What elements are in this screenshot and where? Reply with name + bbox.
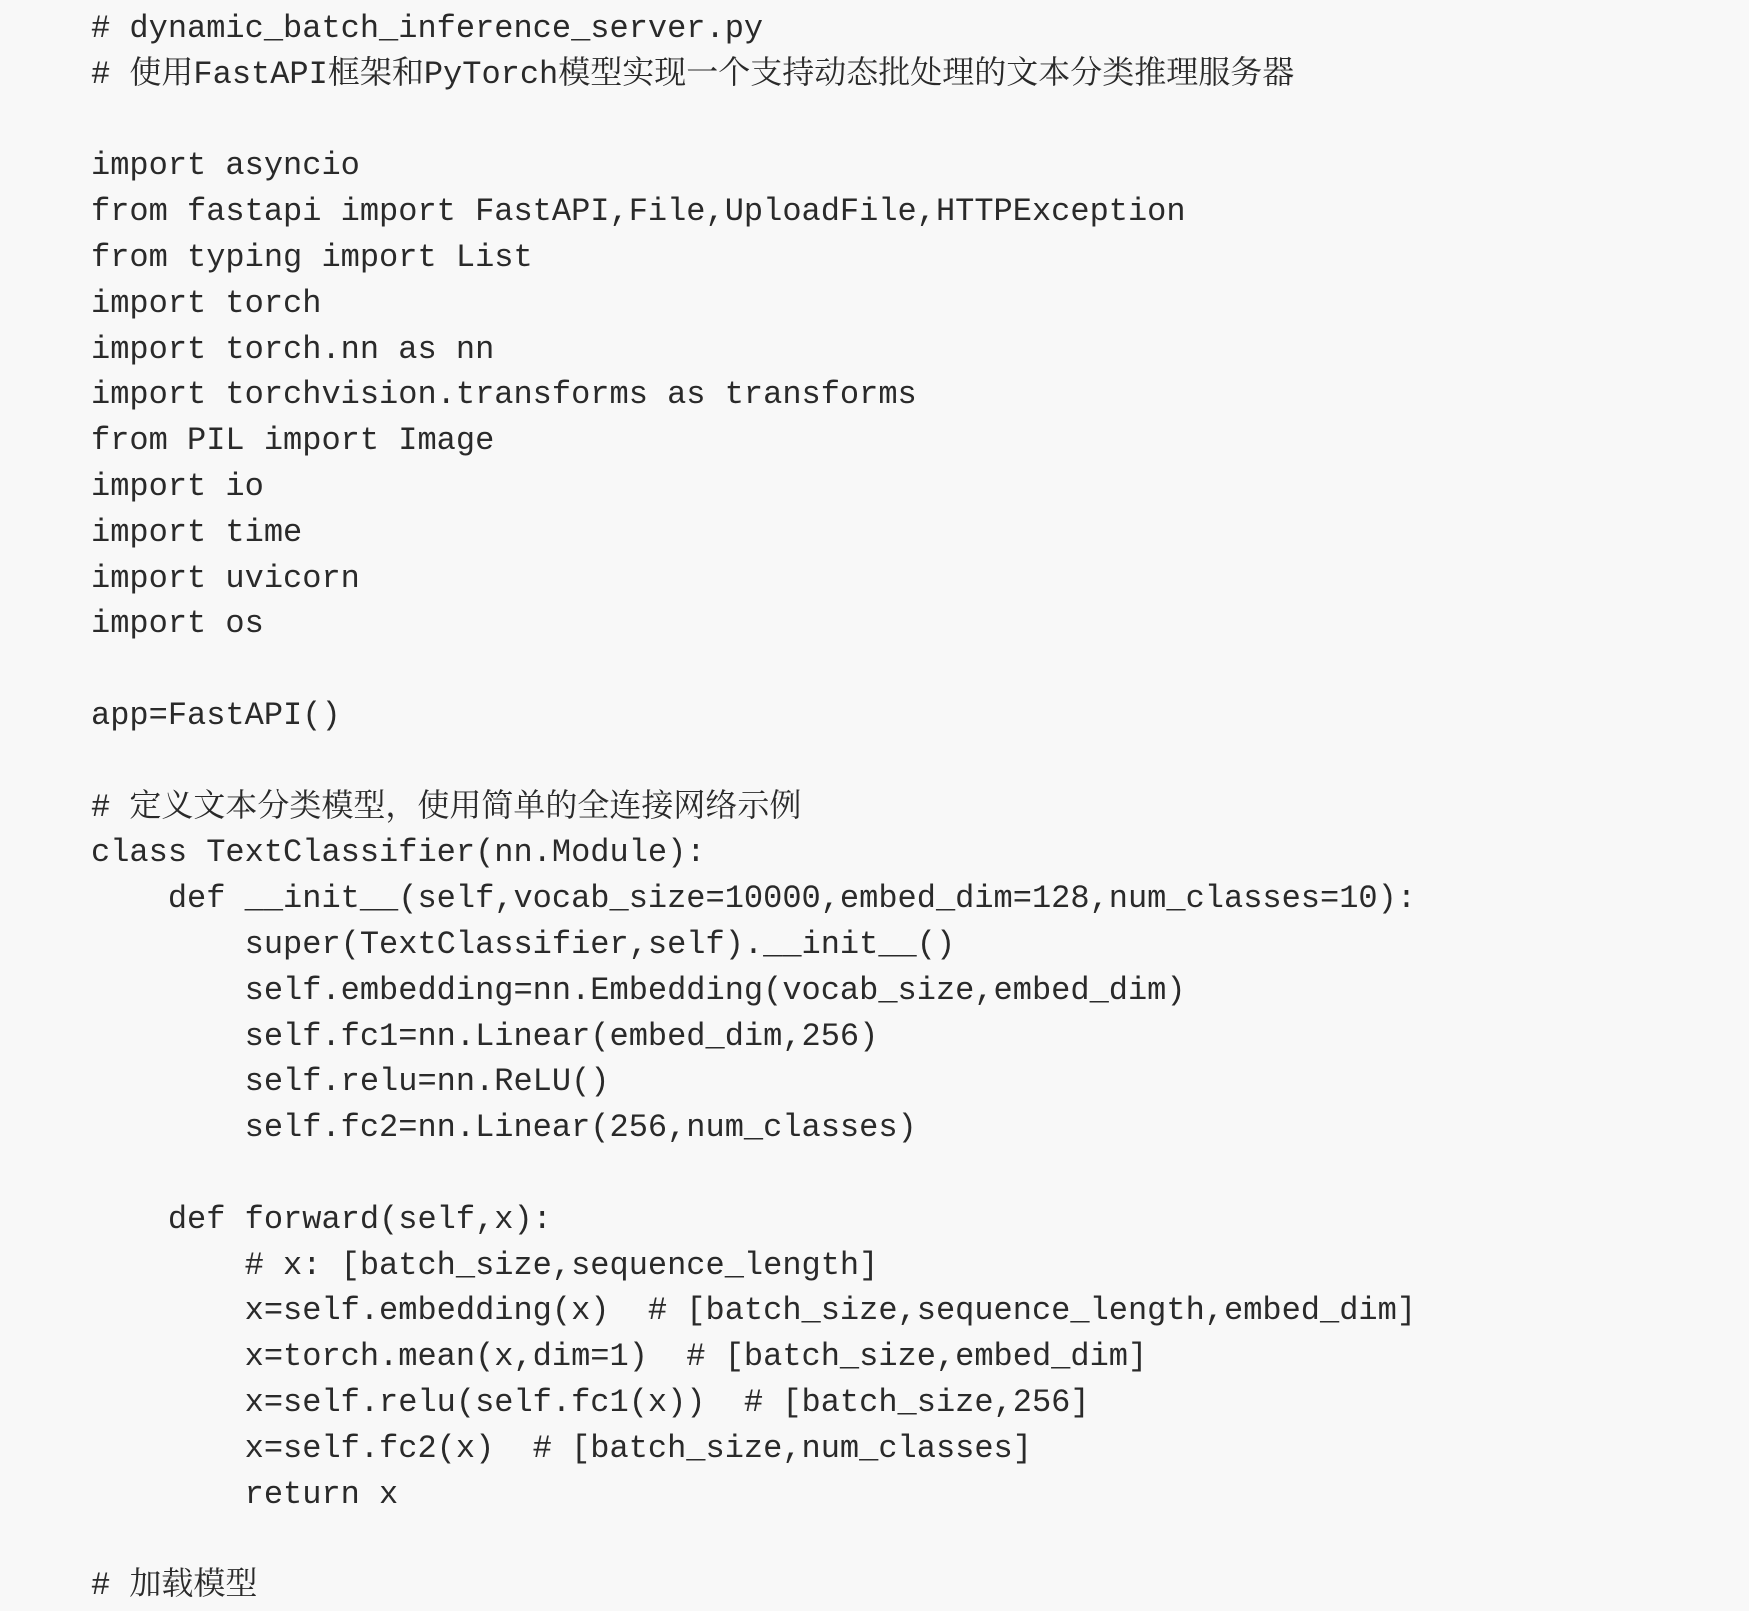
code-line-31: x=self.relu(self.fc1(x)) # [batch_size,256] (91, 1383, 1090, 1421)
code-line-21: super(TextClassifier,self).__init__() (91, 925, 956, 963)
code-line-26 (91, 1151, 1416, 1197)
code-line-2: # 使用FastAPI框架和PyTorch模型实现一个支持动态批处理的文本分类推理服务器 (91, 55, 1295, 93)
code-line-20: def __init__(self,vocab_size=10000,embed_dim=128,num_classes=10): (91, 880, 1417, 918)
code-line-11: import io (91, 467, 264, 505)
code-line-5: from fastapi import FastAPI,File,UploadFile,HTTPException (91, 193, 1186, 231)
code-line-15 (91, 647, 1416, 693)
code-line-30: x=torch.mean(x,dim=1) # [batch_size,embed_dim] (91, 1338, 1148, 1376)
code-line-7: import torch (91, 284, 322, 322)
code-line-6: from typing import List (91, 238, 533, 276)
code-line-35: # 加载模型 (91, 1567, 258, 1605)
code-line-3 (91, 98, 1416, 144)
code-line-9: import torchvision.transforms as transforms (91, 376, 917, 414)
code-line-23: self.fc1=nn.Linear(embed_dim,256) (91, 1017, 879, 1055)
code-line-17 (91, 739, 1416, 785)
code-line-28: # x: [batch_size,sequence_length] (91, 1246, 879, 1284)
code-block (91, 6, 1416, 1609)
code-line-14: import os (91, 605, 264, 643)
code-line-10: from PIL import Image (91, 422, 495, 460)
code-line-18: # 定义文本分类模型，使用简单的全连接网络示例 (91, 788, 802, 826)
code-line-34 (91, 1517, 1416, 1563)
code-line-25: self.fc2=nn.Linear(256,num_classes) (91, 1109, 917, 1147)
code-line-4: import asyncio (91, 147, 360, 185)
code-line-24: self.relu=nn.ReLU() (91, 1063, 610, 1101)
code-line-22: self.embedding=nn.Embedding(vocab_size,embed_dim) (91, 971, 1186, 1009)
code-line-8: import torch.nn as nn (91, 330, 495, 368)
code-line-1: # dynamic_batch_inference_server.py (91, 10, 764, 47)
code-line-12: import time (91, 513, 303, 551)
code-line-29: x=self.embedding(x) # [batch_size,sequence_length,embed_dim] (91, 1292, 1417, 1330)
code-line-13: import uvicorn (91, 559, 360, 597)
code-line-16: app=FastAPI() (91, 696, 341, 734)
code-line-19: class TextClassifier(nn.Module): (91, 834, 706, 872)
code-line-27: def forward(self,x): (91, 1200, 552, 1238)
code-line-33: return x (91, 1475, 399, 1513)
code-line-32: x=self.fc2(x) # [batch_size,num_classes] (91, 1429, 1032, 1467)
